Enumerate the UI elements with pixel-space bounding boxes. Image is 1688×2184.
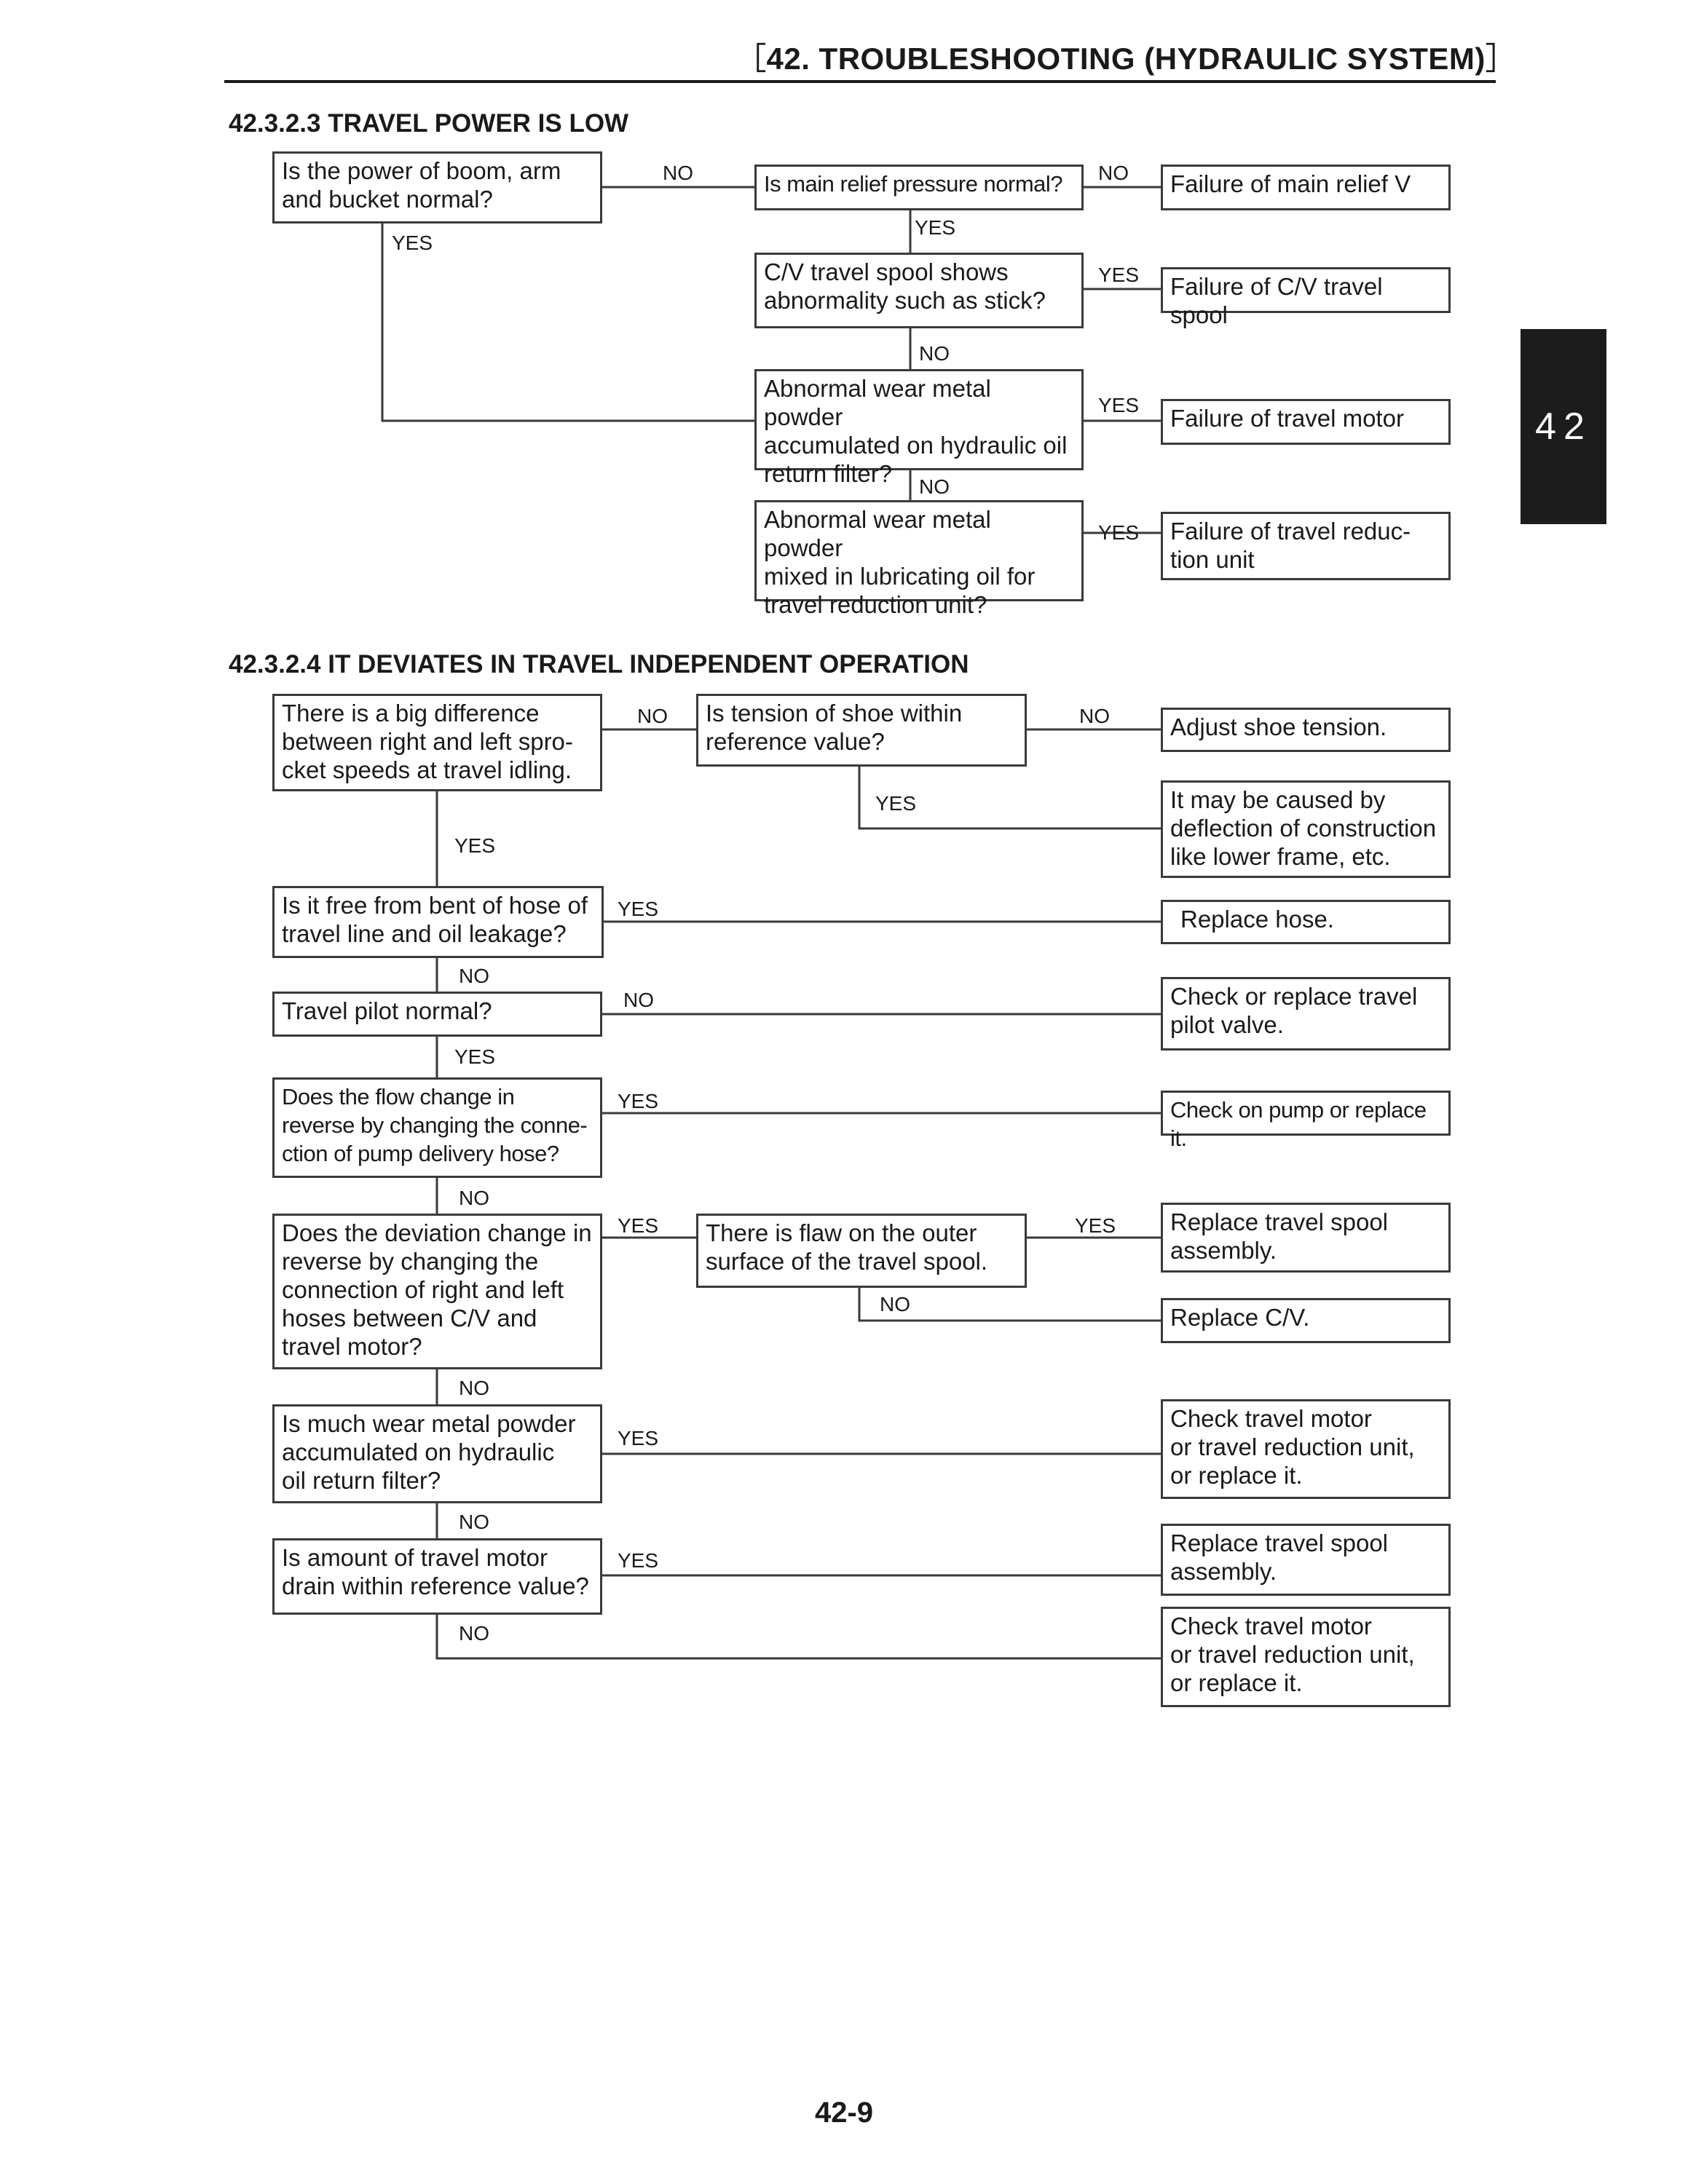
branch-label-yes: YES: [392, 232, 433, 254]
question-metal-powder-return-filter: Abnormal wear metal powder accumulated on hydraulic oil return filter?: [754, 369, 1084, 470]
result-check-pump: Check on pump or replace it.: [1161, 1091, 1451, 1136]
branch-label-no: NO: [919, 475, 950, 498]
result-check-travel-motor: Check travel motor or travel reduction unit, or replace it.: [1161, 1607, 1451, 1707]
branch-label-yes: YES: [618, 1214, 659, 1237]
branch-label-yes: YES: [618, 1549, 659, 1572]
branch-label-no: NO: [880, 1293, 910, 1315]
branch-label-no: NO: [663, 162, 693, 184]
section-title-travel-deviation: 42.3.2.4 IT DEVIATES IN TRAVEL INDEPENDENT OPERATION: [229, 650, 969, 678]
result-replace-cv: Replace C/V.: [1161, 1298, 1451, 1343]
question-hose-bent-leakage: Is it free from bent of hose of travel line and oil leakage?: [272, 886, 604, 958]
branch-label-no: NO: [637, 705, 668, 727]
chapter-tab: 42: [1521, 329, 1606, 524]
branch-label-yes: YES: [915, 216, 956, 239]
result-replace-travel-spool-assembly: Replace travel spool assembly.: [1161, 1203, 1451, 1273]
result-adjust-shoe-tension: Adjust shoe tension.: [1161, 708, 1451, 752]
result-frame-deflection: It may be caused by deflection of construction like lower frame, etc.: [1161, 780, 1451, 878]
question-pump-delivery-hose-flow: Does the flow change in reverse by changing the conne- ction of pump delivery hose?: [272, 1077, 602, 1178]
question-metal-powder-lubricating-oil: Abnormal wear metal powder mixed in lubricating oil for travel reduction unit?: [754, 500, 1084, 601]
question-shoe-tension: Is tension of shoe within reference value?: [696, 694, 1027, 767]
question-wear-powder-return-filter: Is much wear metal powder accumulated on hydraulic oil return filter?: [272, 1404, 602, 1503]
question-deviation-hose-swap: Does the deviation change in reverse by changing the connection of right and left hoses between C/V and travel motor?: [272, 1214, 602, 1369]
branch-label-no: NO: [1098, 162, 1129, 184]
result-check-travel-motor: Check travel motor or travel reduction unit, or replace it.: [1161, 1399, 1451, 1499]
result-cv-travel-spool-failure: Failure of C/V travel spool: [1161, 267, 1451, 313]
branch-label-yes: YES: [618, 1090, 659, 1112]
result-check-pilot-valve: Check or replace travel pilot valve.: [1161, 977, 1451, 1051]
branch-label-yes: YES: [454, 834, 496, 857]
result-replace-travel-spool-assembly: Replace travel spool assembly.: [1161, 1524, 1451, 1596]
question-sprocket-speed-difference: There is a big difference between right and left spro- cket speeds at travel idling.: [272, 694, 602, 791]
question-main-relief-pressure: Is main relief pressure normal?: [754, 165, 1084, 210]
branch-label-yes: YES: [1098, 394, 1140, 416]
branch-label-yes: YES: [875, 792, 917, 815]
branch-label-no: NO: [459, 1622, 489, 1645]
branch-label-yes: YES: [618, 1427, 659, 1449]
question-boom-arm-bucket-power: Is the power of boom, arm and bucket normal?: [272, 151, 602, 223]
branch-label-no: NO: [459, 1187, 489, 1209]
result-travel-reduction-unit-failure: Failure of travel reduc- tion unit: [1161, 512, 1451, 580]
branch-label-yes: YES: [1098, 264, 1140, 286]
question-travel-motor-drain: Is amount of travel motor drain within reference value?: [272, 1538, 602, 1615]
branch-label-no: NO: [459, 1511, 489, 1533]
page-number: 42-9: [814, 2097, 874, 2129]
branch-label-yes: YES: [1098, 521, 1140, 544]
question-travel-spool-flaw: There is flaw on the outer surface of the travel spool.: [696, 1214, 1027, 1288]
branch-label-no: NO: [1079, 705, 1110, 727]
section-title-travel-power-low: 42.3.2.3 TRAVEL POWER IS LOW: [229, 109, 629, 138]
result-replace-hose: Replace hose.: [1161, 900, 1451, 944]
branch-label-yes: YES: [454, 1045, 496, 1068]
question-travel-pilot: Travel pilot normal?: [272, 992, 602, 1037]
branch-label-yes: YES: [1075, 1214, 1116, 1237]
branch-label-no: NO: [459, 965, 489, 987]
branch-label-no: NO: [919, 342, 950, 365]
question-cv-travel-spool: C/V travel spool shows abnormality such as stick?: [754, 253, 1084, 328]
branch-label-no: NO: [459, 1377, 489, 1399]
branch-label-no: NO: [623, 989, 654, 1011]
branch-label-yes: YES: [618, 898, 659, 920]
page-header-title: ［42. TROUBLESHOOTING (HYDRAULIC SYSTEM)］: [735, 41, 1517, 76]
result-main-relief-failure: Failure of main relief V: [1161, 165, 1451, 210]
result-travel-motor-failure: Failure of travel motor: [1161, 399, 1451, 445]
